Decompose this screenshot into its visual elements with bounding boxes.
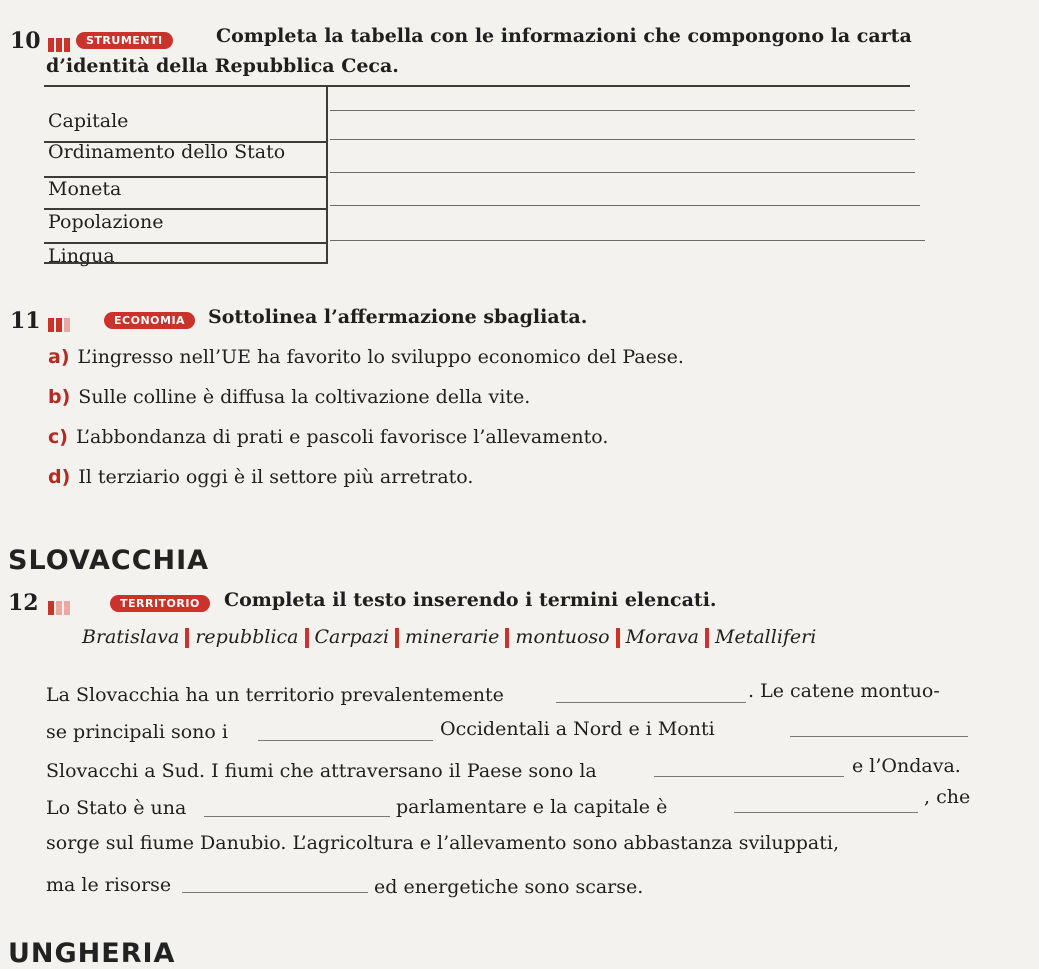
text-fragment: parlamentare e la capitale è xyxy=(396,796,668,818)
separator xyxy=(305,628,309,648)
item-text: L’abbondanza di prati e pascoli favorisce l’allevamento. xyxy=(75,426,609,448)
category-tag: ECONOMIA xyxy=(104,312,195,329)
item-letter: a) xyxy=(48,346,70,368)
separator xyxy=(616,628,620,648)
text-fragment: se principali sono i xyxy=(46,721,228,743)
list-item[interactable] xyxy=(48,466,473,488)
item-letter: b) xyxy=(48,386,71,408)
blank-field[interactable] xyxy=(734,812,918,813)
list-item[interactable] xyxy=(48,386,530,408)
exercise-number: 11 xyxy=(10,308,41,334)
exercise-instruction: Sottolinea l’affermazione sbagliata. xyxy=(208,306,588,328)
list-item[interactable] xyxy=(48,346,684,368)
text-fragment: sorge sul fiume Danubio. L’agricoltura e l’allevamento sono abbastanza sviluppati, xyxy=(46,832,840,854)
blank-field[interactable] xyxy=(654,776,844,777)
item-text: L’ingresso nell’UE ha favorito lo sviluppo economico del Paese. xyxy=(77,346,684,368)
list-item[interactable] xyxy=(48,426,608,448)
blank-field[interactable] xyxy=(258,740,433,741)
term: Metalliferi xyxy=(715,626,817,648)
separator xyxy=(185,628,189,648)
blank-field[interactable] xyxy=(790,736,968,737)
text-fragment: e l’Ondava. xyxy=(852,755,961,777)
exercise-instruction: Completa il testo inserendo i termini elencati. xyxy=(224,589,717,611)
text-fragment: . Le catene montuo- xyxy=(748,680,940,702)
term: repubblica xyxy=(195,626,299,648)
exercise-instruction-cont: d’identità della Repubblica Ceca. xyxy=(46,55,399,77)
table-row-label: Moneta xyxy=(48,178,122,200)
separator xyxy=(505,628,509,648)
text-fragment: ed energetiche sono scarse. xyxy=(374,876,644,898)
text-fragment: ma le risorse xyxy=(46,874,172,896)
item-text: Sulle colline è diffusa la coltivazione della vite. xyxy=(78,386,531,408)
separator xyxy=(395,628,399,648)
difficulty-icon xyxy=(48,314,72,333)
item-text: Il terziario oggi è il settore più arretrato. xyxy=(78,466,474,488)
exercise-number: 12 xyxy=(8,590,39,616)
table-row-label: Lingua xyxy=(48,245,115,267)
section-heading: UNGHERIA xyxy=(8,938,176,969)
blank-field[interactable] xyxy=(556,702,746,703)
table-row-label: Capitale xyxy=(48,110,129,132)
exercise-instruction: Completa la tabella con le informazioni che compongono la carta xyxy=(216,25,912,47)
table-row-label: Popolazione xyxy=(48,211,164,233)
item-letter: c) xyxy=(48,426,68,448)
term: Bratislava xyxy=(82,626,180,648)
item-letter: d) xyxy=(48,466,71,488)
table-row-label: Ordinamento dello Stato xyxy=(48,141,286,163)
blank-field[interactable] xyxy=(182,892,368,893)
section-heading: SLOVACCHIA xyxy=(8,545,210,576)
category-tag: TERRITORIO xyxy=(110,595,210,612)
difficulty-icon xyxy=(48,597,72,616)
text-fragment: Lo Stato è una xyxy=(46,797,187,819)
text-fragment: La Slovacchia ha un territorio prevalentemente xyxy=(46,684,504,706)
term: Morava xyxy=(625,626,699,648)
difficulty-icon xyxy=(48,34,72,53)
text-fragment: Slovacchi a Sud. I fiumi che attraversano il Paese sono la xyxy=(46,760,597,782)
blank-field[interactable] xyxy=(204,816,390,817)
text-fragment: , che xyxy=(924,786,971,808)
text-fragment: Occidentali a Nord e i Monti xyxy=(440,718,715,740)
word-bank xyxy=(82,626,816,648)
separator xyxy=(705,628,709,648)
term: montuoso xyxy=(515,626,610,648)
term: minerarie xyxy=(405,626,500,648)
term: Carpazi xyxy=(314,626,390,648)
category-tag: STRUMENTI xyxy=(76,32,173,49)
exercise-number: 10 xyxy=(10,28,41,54)
